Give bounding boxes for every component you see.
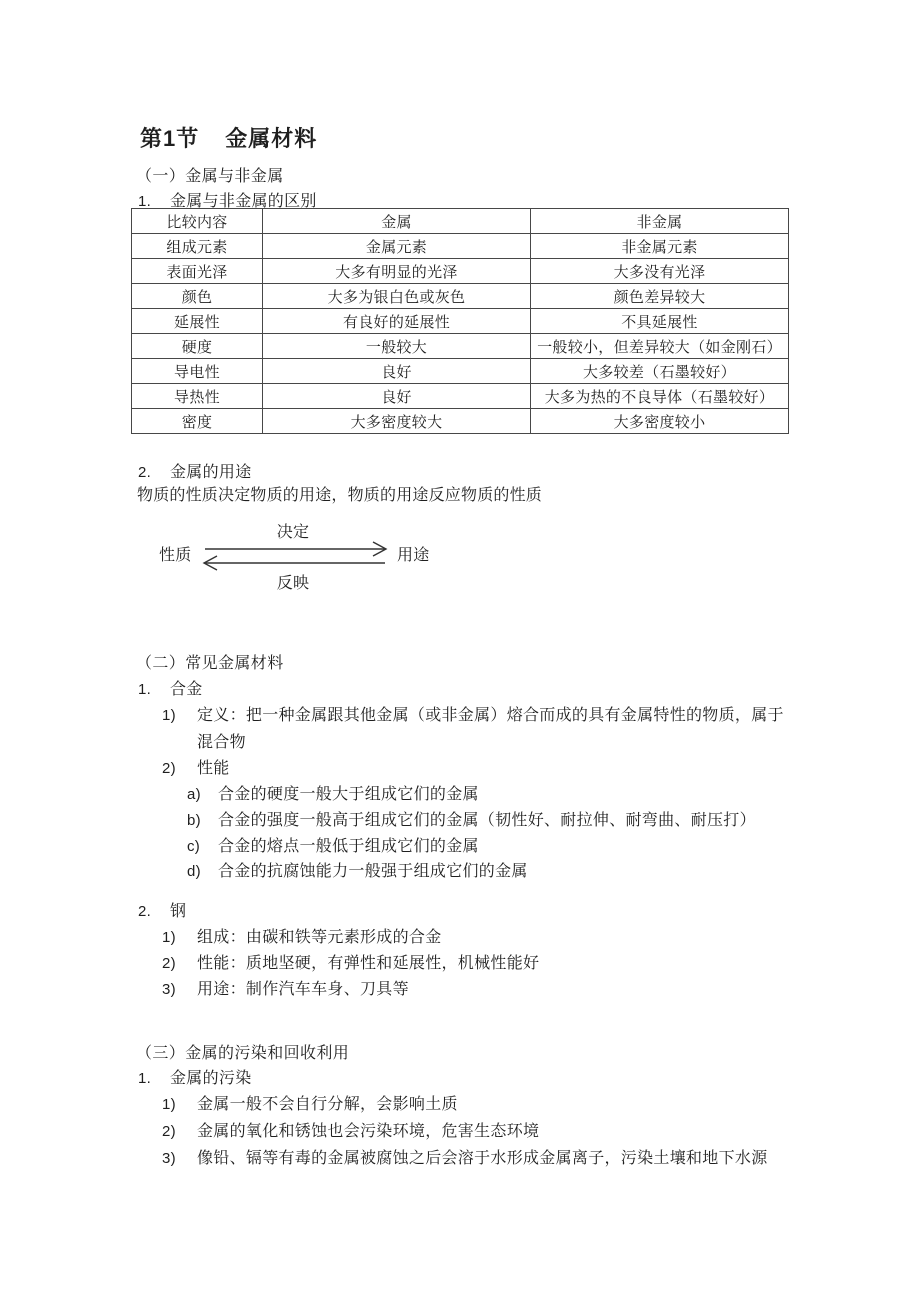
list-item-steel-performance [162,950,539,977]
table-cell: 非金属元素 [531,234,789,259]
table-cell: 颜色 [132,284,263,309]
table-cell: 组成元素 [132,234,263,259]
list-item-number: 1) [162,1096,176,1113]
list-item-text: 定义：把一种金属跟其他金属（或非金属）熔合而成的具有金属特性的物质，属于混合物 [197,707,784,751]
table-cell: 大多为银白色或灰色 [263,284,531,309]
list-item-text: 合金的熔点一般低于组成它们的金属 [218,838,479,855]
table-row [132,259,789,284]
table-row [132,234,789,259]
list-item-pollution-oxidation [162,1118,539,1145]
list-item-steel-uses [162,976,409,1003]
page-title [140,122,317,153]
list-item-text: 合金的强度一般高于组成它们的金属（韧性好、耐拉伸、耐弯曲、耐压打） [218,812,756,829]
list-item-alloy-corrosion [187,858,528,885]
table-row [132,309,789,334]
list-item-number: 2. [138,464,152,481]
diagram-right-label: 用途 [397,547,430,564]
list-item-number: 2) [162,760,176,777]
list-item-text: 金属的用途 [170,464,252,481]
paragraph-property-use: 物质的性质决定物质的用途，物质的用途反应物质的性质 [137,487,543,504]
arrow-forward-icon [205,542,386,556]
list-item-text: 合金的抗腐蚀能力一般强于组成它们的金属 [218,863,528,880]
list-item-text: 金属一般不会自行分解，会影响土质 [197,1096,458,1113]
table-cell: 有良好的延展性 [263,309,531,334]
table-cell: 大多密度较小 [531,409,789,434]
list-item-number: 3) [162,1150,176,1167]
list-item-text: 钢 [170,903,187,920]
list-item-number: 1) [162,929,176,946]
list-item-text: 性能：质地坚硬，有弹性和延展性，机械性能好 [197,955,540,972]
list-item-alloy [138,676,203,703]
table-cell: 大多较差（石墨较好） [531,359,789,384]
list-item-metal-pollution [138,1065,252,1092]
list-item-text: 金属的氧化和锈蚀也会污染环境，危害生态环境 [197,1123,540,1140]
list-item-number: d) [187,863,201,880]
list-item-text: 用途：制作汽车车身、刀具等 [197,981,409,998]
table-cell: 一般较小，但差异较大（如金刚石） [531,334,789,359]
list-item-text: 合金 [170,681,203,698]
list-item-number: c) [187,838,201,855]
table-row [132,284,789,309]
list-item-number: 2) [162,955,176,972]
page-title-text: 金属材料 [225,126,318,151]
list-item-text: 金属与非金属的区别 [170,193,317,210]
table-header-cell: 非金属 [531,209,789,234]
table-cell: 良好 [263,384,531,409]
table-cell: 硬度 [132,334,263,359]
table-header-cell: 金属 [263,209,531,234]
list-item-alloy-definition [162,702,787,756]
arrow-backward-icon [204,556,385,570]
table-cell: 大多密度较大 [263,409,531,434]
list-item-text: 金属的污染 [170,1070,252,1087]
table-cell: 导电性 [132,359,263,384]
table-cell: 颜色差异较大 [531,284,789,309]
list-item-pollution-soil [162,1091,458,1118]
table-header-row [132,209,789,234]
table-cell: 大多没有光泽 [531,259,789,284]
list-item-alloy-strength [187,807,756,834]
list-item-steel-composition [162,924,442,951]
table-cell: 导热性 [132,384,263,409]
list-item-text: 合金的硬度一般大于组成它们的金属 [218,786,479,803]
list-item-number: 1) [162,707,176,724]
table-row [132,334,789,359]
diagram-forward-label: 决定 [276,524,310,541]
table-cell: 大多有明显的光泽 [263,259,531,284]
table-header-cell: 比较内容 [132,209,263,234]
table-cell: 密度 [132,409,263,434]
list-item-text: 性能 [197,760,230,777]
table-cell: 良好 [263,359,531,384]
page-title-section-number: 第1节 [140,126,200,151]
list-item-alloy-performance [162,755,230,782]
list-item-number: 2. [138,903,152,920]
list-item-steel [138,898,186,925]
table-cell: 表面光泽 [132,259,263,284]
list-item-text: 组成：由碳和铁等元素形成的合金 [197,929,442,946]
table-row [132,359,789,384]
table-cell: 大多为热的不良导体（石墨较好） [531,384,789,409]
list-item-number: 1. [138,1070,152,1087]
section-heading-pollution-recycling: （三）金属的污染和回收利用 [136,1045,350,1062]
list-item-number: 2) [162,1123,176,1140]
diagram-left-label: 性质 [159,547,192,564]
list-item-number: 1. [138,681,152,698]
list-item-alloy-melting-point [187,833,479,860]
list-item-number: 3) [162,981,176,998]
list-item-alloy-hardness [187,781,479,808]
section-heading-metals-vs-nonmetals: （一）金属与非金属 [136,168,284,185]
table-row [132,384,789,409]
list-item-number: b) [187,812,201,829]
table-cell: 不具延展性 [531,309,789,334]
table-cell: 金属元素 [263,234,531,259]
section-heading-common-metal-materials: （二）常见金属材料 [136,655,284,672]
list-item-pollution-toxic-metals [162,1145,768,1172]
list-item-text: 像铅、镉等有毒的金属被腐蚀之后会溶于水形成金属离子，污染土壤和地下水源 [197,1150,768,1167]
comparison-table [131,208,789,434]
table-cell: 延展性 [132,309,263,334]
relation-diagram [145,516,455,596]
table-cell: 一般较大 [263,334,531,359]
diagram-backward-label: 反映 [276,575,310,592]
table-row [132,409,789,434]
list-item-number: a) [187,786,201,803]
list-item-number: 1. [138,193,152,210]
